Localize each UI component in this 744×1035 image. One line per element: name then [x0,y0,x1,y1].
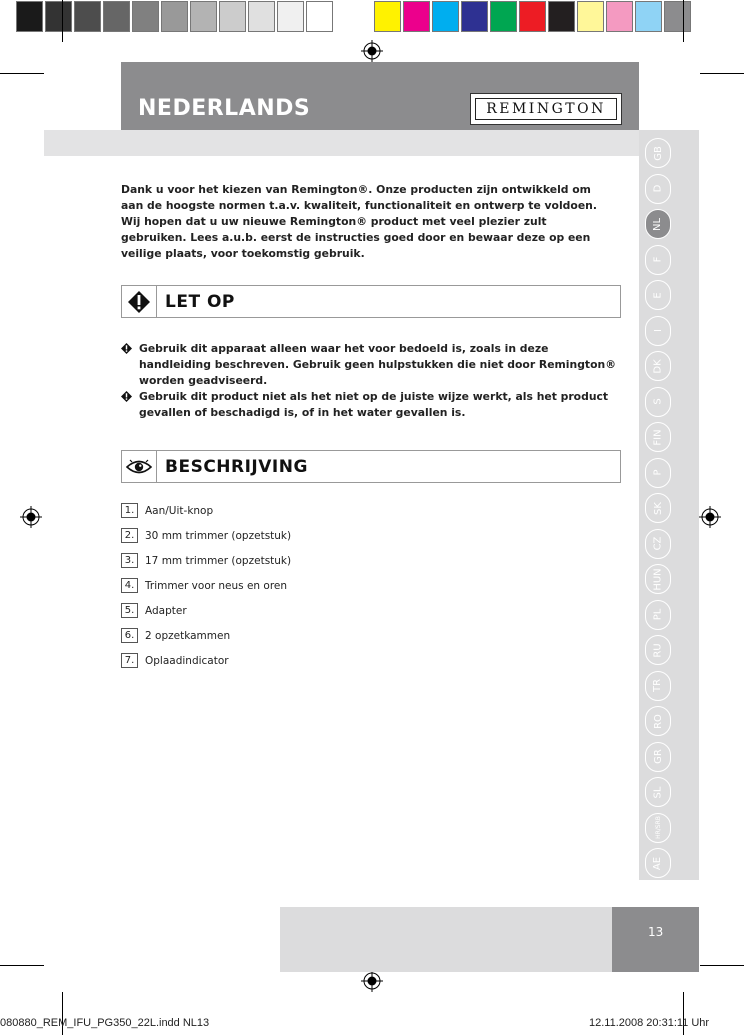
tab-label: RO [652,713,664,729]
tab-label: GB [652,145,664,161]
item-number: 3. [121,553,138,568]
brand-logo [471,94,621,124]
color-swatch [103,1,130,32]
color-swatch [577,1,604,32]
page-number: 13 [648,925,664,939]
tab-f[interactable] [645,245,671,275]
color-swatch [606,1,633,32]
tab-ro[interactable] [645,706,671,736]
tab-label: S [652,398,664,405]
tab-label: RU [652,642,664,658]
tab-i[interactable] [645,316,671,346]
color-swatch [190,1,217,32]
color-swatch [16,1,43,32]
color-swatch [74,1,101,32]
eye-icon [122,451,157,482]
color-swatch [374,1,401,32]
crop-mark [700,73,744,74]
brand-logo-text: REMINGTON [475,98,617,120]
tab-fin[interactable] [645,422,671,452]
intro-paragraph: Dank u voor het kiezen van Remington®. Onze producten zijn ontwikkeld om aan de hoogste normen t.a.v. kwaliteit, functionaliteit en ontwerp te voldoen. Wij hopen dat u uw nieuwe Remington® product met veel plezier zult gebruiken. Lees a.u.b. eerst de instructies goed door en bewaar deze op een veilige plaats, voor toekomstig gebruik. [121,183,597,260]
tab-hun[interactable] [645,564,671,594]
item-number: 7. [121,653,138,668]
color-swatch [45,1,72,32]
item-label: Oplaadindicator [145,655,229,667]
tab-label: HR/SRB [654,816,662,839]
crop-mark [700,965,744,966]
tab-label: F [652,256,664,263]
item-number: 6. [121,628,138,643]
crop-mark [62,0,63,42]
tab-p[interactable] [645,458,671,488]
color-swatch [132,1,159,32]
tab-label: DK [652,358,664,374]
registration-mark-icon [361,970,383,992]
tab-label: GR [652,749,664,764]
exclamation-icon [122,286,157,317]
warning-bullet-icon [121,391,132,402]
crop-mark [0,965,44,966]
tab-sl[interactable] [645,777,671,807]
description-header [121,450,621,483]
color-swatch [635,1,662,32]
item-label: Trimmer voor neus en oren [145,580,288,592]
tab-sk[interactable] [645,493,671,523]
tab-tr[interactable] [645,671,671,701]
tab-label: PL [652,608,664,621]
tab-pl[interactable] [645,600,671,630]
footer-timestamp: 12.11.2008 20:31:11 Uhr [589,1017,710,1029]
tab-label: HUN [652,567,664,591]
tab-label: AE [652,856,664,870]
caution-header [121,285,621,318]
color-swatch [461,1,488,32]
color-swatch [664,1,691,32]
color-swatch [490,1,517,32]
caution-list [121,341,621,421]
list-item [121,341,621,389]
tab-label: TR [652,678,664,693]
footer-file-name: 080880_REM_IFU_PG350_22L.indd NL13 [0,1017,210,1029]
color-swatch [306,1,333,32]
bullet-text: Gebruik dit product niet als het niet op de juiste wijze werkt, als het product gevallen of beschadigd is, of in het water gevallen is. [139,390,609,419]
tab-gr[interactable] [645,742,671,772]
registration-mark-icon [361,40,383,62]
registration-mark-icon [20,506,42,528]
tab-label: CZ [652,536,664,551]
tab-label: D [652,184,664,193]
list-item [121,389,621,421]
warning-bullet-icon [121,343,132,354]
color-swatch [432,1,459,32]
item-number: 2. [121,528,138,543]
crop-mark [683,0,684,42]
tab-dk[interactable] [645,351,671,381]
item-number: 4. [121,578,138,593]
tab-nl[interactable] [645,209,671,239]
color-swatch [277,1,304,32]
item-label: 30 mm trimmer (opzetstuk) [145,530,292,542]
tab-ru[interactable] [645,635,671,665]
tab-label: I [652,329,664,332]
color-swatch [219,1,246,32]
tab-label: NL [652,217,664,231]
item-label: 2 opzetkammen [145,630,231,642]
item-label: 17 mm trimmer (opzetstuk) [145,555,292,567]
item-label: Aan/Uit-knop [145,505,214,517]
tab-label: E [652,291,664,299]
page-title: NEDERLANDS [138,96,311,121]
tab-label: P [652,469,664,476]
color-swatch [248,1,275,32]
color-swatch [548,1,575,32]
item-number: 5. [121,603,138,618]
header-underline-strip [44,130,639,156]
tab-label: FIN [652,428,664,446]
tab-cz[interactable] [645,529,671,559]
tab-label: SK [652,501,664,515]
item-label: Adapter [145,605,187,617]
page-number-box [612,907,699,972]
bullet-text: Gebruik dit apparaat alleen waar het voor bedoeld is, zoals in deze handleiding beschreven. Gebruik geen hulpstukken die niet door Remington® worden geadviseerd. [139,342,616,387]
description-title: BESCHRIJVING [165,457,308,477]
tab-e[interactable] [645,280,671,310]
registration-mark-icon [699,506,721,528]
tab-label: SL [652,786,664,798]
crop-mark [0,73,44,74]
tab-d[interactable] [645,174,671,204]
tab-gb[interactable] [645,138,671,168]
item-number: 1. [121,503,138,518]
tab-s[interactable] [645,387,671,417]
color-swatch [161,1,188,32]
tab-hr-srb[interactable] [645,813,671,843]
caution-title: LET OP [165,292,235,312]
tab-ae[interactable] [645,848,671,878]
color-swatch [519,1,546,32]
color-swatch [403,1,430,32]
